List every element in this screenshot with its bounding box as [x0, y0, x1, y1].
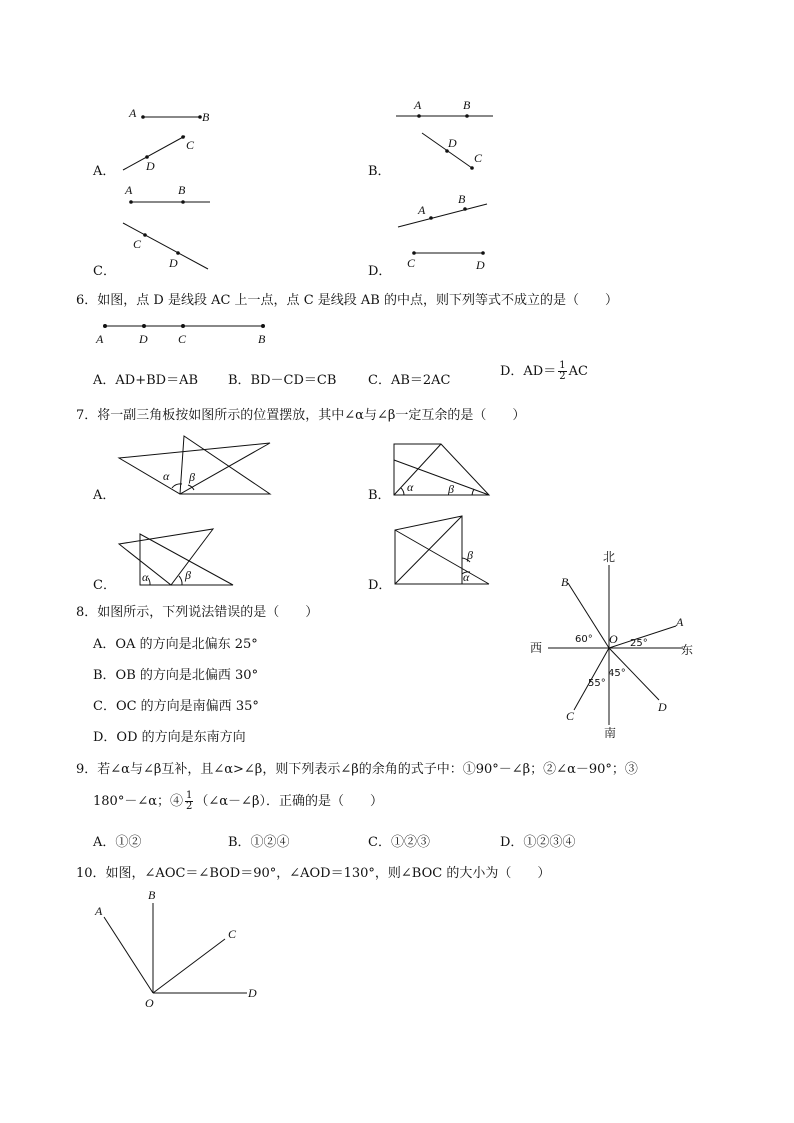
q5b-point-c: C: [474, 151, 483, 165]
q5b-point-b: B: [463, 98, 471, 112]
q10-point-o: O: [145, 996, 154, 1010]
q8-angle-25: 25°: [630, 638, 648, 649]
q5c-point-c: C: [133, 237, 142, 251]
q6-point-c: C: [178, 332, 187, 346]
q9-option-b[interactable]: B．①②④: [228, 835, 290, 850]
q8-angle-60: 60°: [575, 634, 593, 645]
q5d-point-a: A: [418, 203, 426, 217]
q8-point-d: D: [658, 700, 667, 714]
q7c-beta: β: [185, 568, 191, 582]
q8-point-c: C: [566, 709, 575, 723]
q8-angle-45: 45°: [608, 668, 626, 679]
q8-option-c[interactable]: C．OC 的方向是南偏西 35°: [93, 699, 259, 714]
q7-option-a-label[interactable]: A．: [93, 488, 116, 503]
q5-figure-a: [110, 100, 220, 180]
q5c-point-b: B: [178, 183, 186, 197]
q5-option-d-label[interactable]: D．: [368, 264, 392, 279]
q8-point-a: A: [676, 615, 684, 629]
q5a-point-d: D: [146, 159, 155, 173]
q8-option-d[interactable]: D．OD 的方向是东南方向: [93, 730, 246, 745]
q5b-point-d: D: [448, 136, 457, 150]
q8-label-west: 西: [530, 641, 543, 655]
q7-figure-a: [110, 430, 280, 500]
q5-option-c-label[interactable]: C．: [93, 264, 116, 279]
q7-option-d-label[interactable]: D．: [368, 578, 392, 593]
q8-label-north: 北: [603, 550, 616, 564]
q5c-point-d: D: [169, 256, 178, 270]
q5-figure-d: [390, 188, 500, 273]
q6-option-a[interactable]: A．AD+BD＝AB: [93, 373, 199, 388]
q8-label-south: 南: [604, 726, 617, 740]
q5a-point-b: B: [202, 110, 210, 124]
q10-point-b: B: [148, 888, 156, 902]
q7-stem: 7．将一副三角板按如图所示的位置摆放，其中∠α与∠β一定互余的是（ ）: [76, 408, 526, 423]
q8-option-a[interactable]: A．OA 的方向是北偏东 25°: [93, 637, 258, 652]
q10-figure: [90, 885, 270, 1010]
q9-option-d[interactable]: D．①②③④: [500, 835, 576, 850]
q5-figure-c: [110, 180, 220, 275]
q6-stem: 6．如图，点 D 是线段 AC 上一点，点 C 是线段 AB 的中点，则下列等式不成立的是（ ）: [76, 293, 618, 308]
q8-stem: 8．如图所示，下列说法错误的是（ ）: [76, 605, 319, 620]
q9-option-c[interactable]: C．①②③: [368, 835, 430, 850]
q7c-alpha: α: [142, 570, 149, 584]
q8-label-east: 东: [681, 643, 694, 657]
q10-point-c: C: [228, 927, 237, 941]
q8-compass-figure: [528, 545, 708, 740]
q6-option-d-fraction: $\frac{1}{2}$: [559, 360, 566, 382]
q6-point-a: A: [96, 332, 104, 346]
q6-option-b[interactable]: B．BD－CD＝CB: [228, 373, 337, 388]
q6-option-d-prefix: D．AD＝: [500, 364, 557, 379]
q5-figure-b: [390, 95, 500, 175]
q7-figure-c: [110, 522, 240, 590]
q6-option-c[interactable]: C．AB＝2AC: [368, 373, 451, 388]
q7-option-b-label[interactable]: B．: [368, 488, 391, 503]
q10-point-d: D: [248, 986, 257, 1000]
q7b-beta: β: [448, 482, 454, 496]
q7d-beta: β: [467, 548, 473, 562]
q5c-point-a: A: [125, 183, 133, 197]
q9-line2: 180°－∠α；④ $\frac{1}{2}$ （∠α－∠β）．正确的是（ ）: [93, 790, 383, 812]
q5d-point-b: B: [458, 192, 466, 206]
q8-option-b[interactable]: B．OB 的方向是北偏西 30°: [93, 668, 259, 683]
q9-stem: 9．若∠α与∠β互补，且∠α>∠β，则下列表示∠β的余角的式子中：①90°－∠β；②∠α－90°；③: [76, 762, 638, 777]
q8-point-b: B: [561, 575, 569, 589]
q6-figure: [90, 318, 280, 350]
q5a-point-a: A: [129, 106, 137, 120]
q10-point-a: A: [95, 904, 103, 918]
q9-option-a[interactable]: A．①②: [93, 835, 142, 850]
q5d-point-c: C: [407, 256, 416, 270]
q6-option-d[interactable]: [500, 360, 588, 382]
q7-figure-d: [390, 514, 500, 590]
q7d-alpha: α: [463, 570, 470, 584]
q7b-alpha: α: [407, 480, 414, 494]
q9-fraction: $\frac{1}{2}$: [186, 790, 193, 812]
q6-point-d: D: [139, 332, 148, 346]
q10-stem: 10．如图，∠AOC＝∠BOD＝90°，∠AOD＝130°，则∠BOC 的大小为（ ）: [76, 866, 551, 881]
q5-option-a-label[interactable]: A．: [93, 164, 116, 179]
q7a-beta: β: [189, 470, 195, 484]
q5-option-b-label[interactable]: B．: [368, 164, 391, 179]
q5d-point-d: D: [476, 258, 485, 272]
q5b-point-a: A: [414, 98, 422, 112]
q7-option-c-label[interactable]: C．: [93, 578, 116, 593]
q8-point-o: O: [609, 632, 618, 646]
q7-figure-b: [390, 438, 500, 500]
q7a-alpha: α: [163, 469, 170, 483]
q6-point-b: B: [258, 332, 266, 346]
q8-angle-55: 55°: [588, 678, 606, 689]
q5a-point-c: C: [186, 138, 195, 152]
q6-option-d-suffix: AC: [568, 364, 588, 379]
